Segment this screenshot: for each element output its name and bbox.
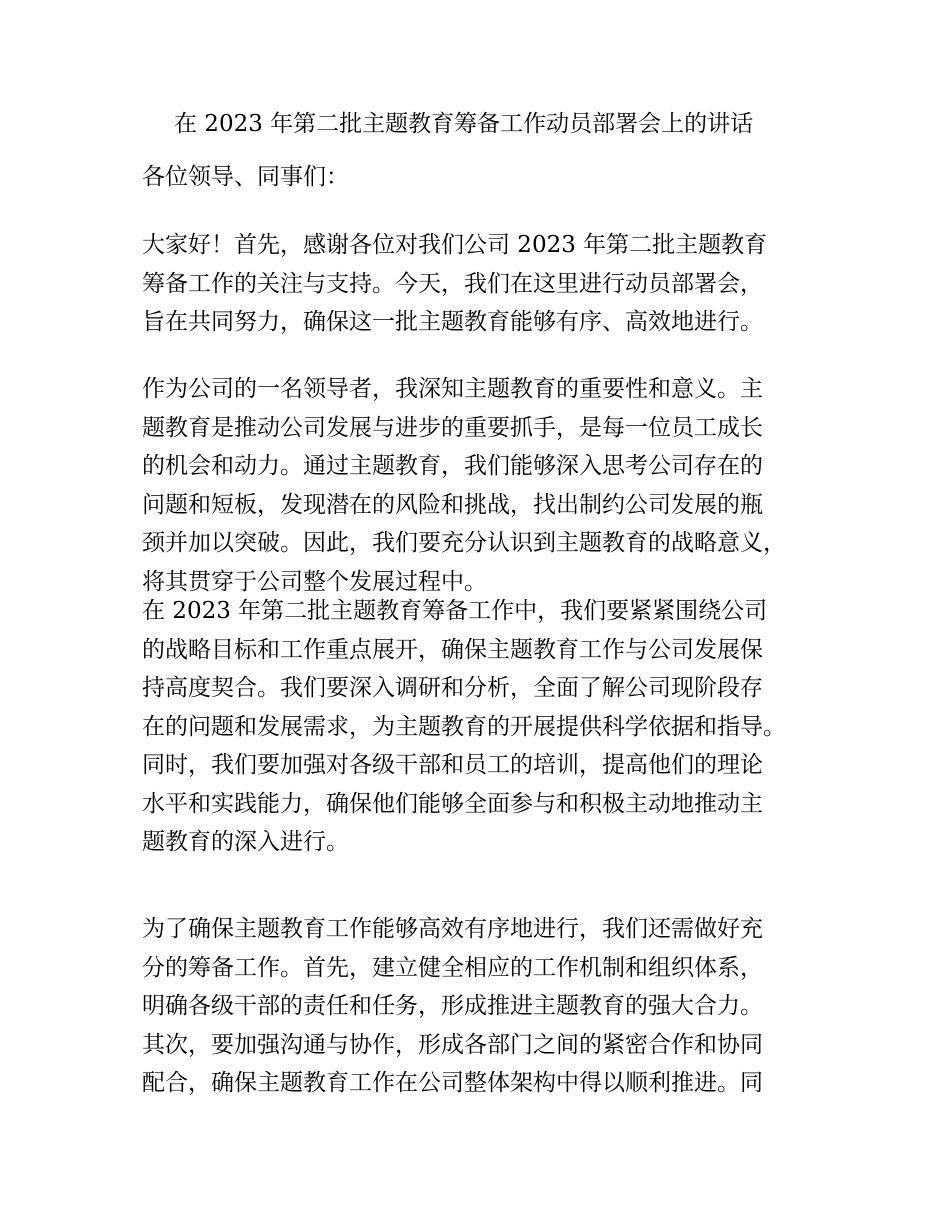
greeting-line: 各位领导、同事们： bbox=[142, 164, 349, 190]
text-line: 题教育是推动公司发展与进步的重要抓手，是每一位员工成长 bbox=[142, 414, 763, 441]
text-line: 的战略目标和工作重点展开，确保主题教育工作与公司发展保 bbox=[142, 636, 763, 663]
paragraph-2 bbox=[142, 370, 786, 601]
document-title: 在 2023 年第二批主题教育筹备工作动员部署会上的讲话 bbox=[174, 111, 754, 137]
paragraph-3 bbox=[142, 592, 786, 862]
text-line: 题教育的深入进行。 bbox=[142, 829, 349, 855]
text-line: 问题和短板，发现潜在的风险和挑战，找出制约公司发展的瓶 bbox=[142, 491, 763, 518]
text-line: 为了确保主题教育工作能够高效有序地进行，我们还需做好充 bbox=[142, 916, 763, 942]
text-line: 的机会和动力。通过主题教育，我们能够深入思考公司存在的 bbox=[142, 453, 763, 479]
text-line: 在 2023 年第二批主题教育筹备工作中，我们要紧紧围绕公司 bbox=[142, 598, 768, 624]
text-line: 水平和实践能力，确保他们能够全面参与和积极主动地推动主 bbox=[142, 790, 763, 817]
text-line: 持高度契合。我们要深入调研和分析，全面了解公司现阶段存 bbox=[142, 675, 763, 701]
text-line: 明确各级干部的责任和任务，形成推进主题教育的强大合力。 bbox=[142, 993, 763, 1019]
text-line: 其次，要加强沟通与协作，形成各部门之间的紧密合作和协同 bbox=[142, 1031, 763, 1058]
text-line: 大家好！首先，感谢各位对我们公司 2023 年第二批主题教育 bbox=[142, 232, 768, 258]
paragraph-1 bbox=[142, 226, 767, 342]
text-line: 作为公司的一名领导者，我深知主题教育的重要性和意义。主 bbox=[142, 376, 763, 402]
paragraph-4 bbox=[142, 910, 763, 1103]
text-line: 将其贯穿于公司整个发展过程中。 bbox=[142, 568, 487, 595]
text-line: 同时，我们要加强对各级干部和员工的培训，提高他们的理论 bbox=[142, 752, 763, 778]
text-line: 分的筹备工作。首先，建立健全相应的工作机制和组织体系， bbox=[142, 954, 763, 981]
text-line: 颈并加以突破。因此，我们要充分认识到主题教育的战略意义， bbox=[142, 530, 786, 556]
text-line: 旨在共同努力，确保这一批主题教育能够有序、高效地进行。 bbox=[142, 309, 763, 335]
text-line: 在的问题和发展需求，为主题教育的开展提供科学依据和指导。 bbox=[142, 713, 786, 740]
text-line: 配合，确保主题教育工作在公司整体架构中得以顺利推进。同 bbox=[142, 1070, 763, 1096]
text-line: 筹备工作的关注与支持。今天，我们在这里进行动员部署会， bbox=[142, 270, 763, 297]
